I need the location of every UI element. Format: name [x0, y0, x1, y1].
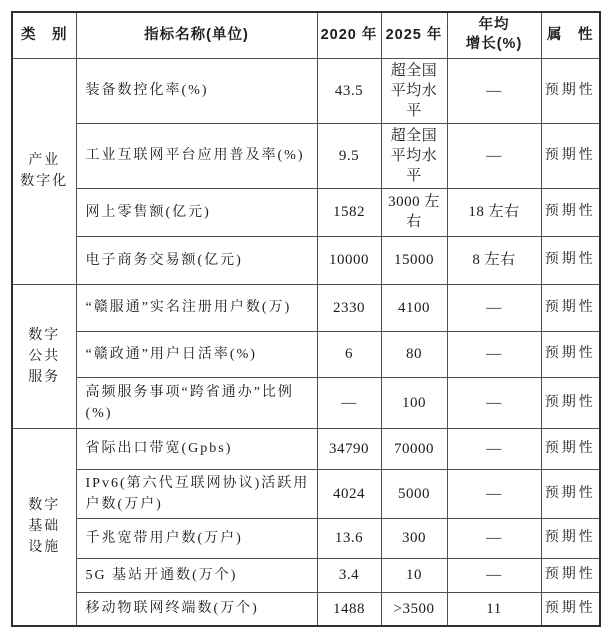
value-2020-cell: 6 — [317, 331, 381, 377]
header-2020: 2020 年 — [317, 12, 381, 58]
header-attribute: 属 性 — [541, 12, 600, 58]
header-growth-line1: 年均 — [478, 17, 510, 34]
value-2025-cell: 300 — [381, 518, 447, 558]
value-2025-cell: 3000 左右 — [381, 188, 447, 236]
table-body — [12, 58, 600, 626]
value-2020-cell: 4024 — [317, 469, 381, 518]
table-row — [12, 236, 600, 284]
indicator-cell: “赣服通”实名注册用户数(万) — [76, 284, 317, 331]
attribute-cell: 预期性 — [541, 558, 600, 592]
attribute-cell: 预期性 — [541, 188, 600, 236]
indicators-table — [11, 11, 601, 627]
value-2020-cell: 2330 — [317, 284, 381, 331]
table-row — [12, 518, 600, 558]
value-2025-cell: 15000 — [381, 236, 447, 284]
category-line: 数字 — [28, 498, 61, 514]
attribute-cell: 预期性 — [541, 58, 600, 123]
value-2020-cell: 1488 — [317, 592, 381, 626]
indicator-cell: 5G 基站开通数(万个) — [76, 558, 317, 592]
attribute-cell: 预期性 — [541, 377, 600, 428]
indicator-cell: 网上零售额(亿元) — [76, 188, 317, 236]
table-row — [12, 123, 600, 188]
category-line: 基础 — [28, 519, 61, 535]
attribute-cell: 预期性 — [541, 331, 600, 377]
header-row — [12, 12, 600, 58]
value-2020-cell: 9.5 — [317, 123, 381, 188]
value-2025-cell: 超全国平均水平 — [381, 58, 447, 123]
value-2025-cell: 4100 — [381, 284, 447, 331]
indicator-cell: “赣政通”用户日活率(%) — [76, 331, 317, 377]
indicator-cell: 高频服务事项“跨省通办”比例(%) — [76, 377, 317, 428]
growth-cell: 11 — [447, 592, 541, 626]
value-2025-cell: >3500 — [381, 592, 447, 626]
category-line: 公共 — [28, 348, 61, 364]
category-line: 数字 — [28, 327, 61, 343]
table-row — [12, 331, 600, 377]
value-2025-cell: 100 — [381, 377, 447, 428]
indicator-cell: IPv6(第六代互联网协议)活跃用户数(万户) — [76, 469, 317, 518]
header-growth — [447, 12, 541, 58]
value-2020-cell: 13.6 — [317, 518, 381, 558]
indicator-cell: 电子商务交易额(亿元) — [76, 236, 317, 284]
value-2020-cell: — — [317, 377, 381, 428]
table-row — [12, 284, 600, 331]
growth-cell: — — [447, 58, 541, 123]
growth-cell: — — [447, 428, 541, 469]
attribute-cell: 预期性 — [541, 428, 600, 469]
growth-cell: — — [447, 518, 541, 558]
value-2020-cell: 43.5 — [317, 58, 381, 123]
value-2025-cell: 10 — [381, 558, 447, 592]
value-2020-cell: 1582 — [317, 188, 381, 236]
header-growth-line2: 增长(%) — [465, 36, 523, 53]
value-2025-cell: 80 — [381, 331, 447, 377]
growth-cell: — — [447, 123, 541, 188]
value-2020-cell: 34790 — [317, 428, 381, 469]
table-row — [12, 469, 600, 518]
value-2025-cell: 5000 — [381, 469, 447, 518]
category-cell — [12, 428, 76, 626]
attribute-cell: 预期性 — [541, 469, 600, 518]
attribute-cell: 预期性 — [541, 236, 600, 284]
indicator-cell: 省际出口带宽(Gpbs) — [76, 428, 317, 469]
table-row — [12, 428, 600, 469]
table-row — [12, 558, 600, 592]
growth-cell: 8 左右 — [447, 236, 541, 284]
attribute-cell: 预期性 — [541, 284, 600, 331]
table-row — [12, 377, 600, 428]
attribute-cell: 预期性 — [541, 518, 600, 558]
value-2020-cell: 3.4 — [317, 558, 381, 592]
header-indicator: 指标名称(单位) — [76, 12, 317, 58]
indicator-cell: 工业互联网平台应用普及率(%) — [76, 123, 317, 188]
table-row — [12, 58, 600, 123]
attribute-cell: 预期性 — [541, 592, 600, 626]
value-2020-cell: 10000 — [317, 236, 381, 284]
header-category: 类 别 — [12, 12, 76, 58]
growth-cell: — — [447, 558, 541, 592]
table-row — [12, 188, 600, 236]
category-cell — [12, 284, 76, 428]
indicator-cell: 装备数控化率(%) — [76, 58, 317, 123]
value-2025-cell: 超全国平均水平 — [381, 123, 447, 188]
growth-cell: 18 左右 — [447, 188, 541, 236]
category-line: 服务 — [28, 369, 61, 385]
table-row — [12, 592, 600, 626]
growth-cell: — — [447, 331, 541, 377]
attribute-cell: 预期性 — [541, 123, 600, 188]
growth-cell: — — [447, 377, 541, 428]
value-2025-cell: 70000 — [381, 428, 447, 469]
header-2025: 2025 年 — [381, 12, 447, 58]
category-line: 数字化 — [20, 174, 69, 189]
category-line: 设施 — [28, 540, 61, 556]
growth-cell: — — [447, 284, 541, 331]
indicator-cell: 移动物联网终端数(万个) — [76, 592, 317, 626]
category-cell — [12, 58, 76, 284]
category-line: 产业 — [28, 153, 61, 168]
indicator-cell: 千兆宽带用户数(万户) — [76, 518, 317, 558]
growth-cell: — — [447, 469, 541, 518]
